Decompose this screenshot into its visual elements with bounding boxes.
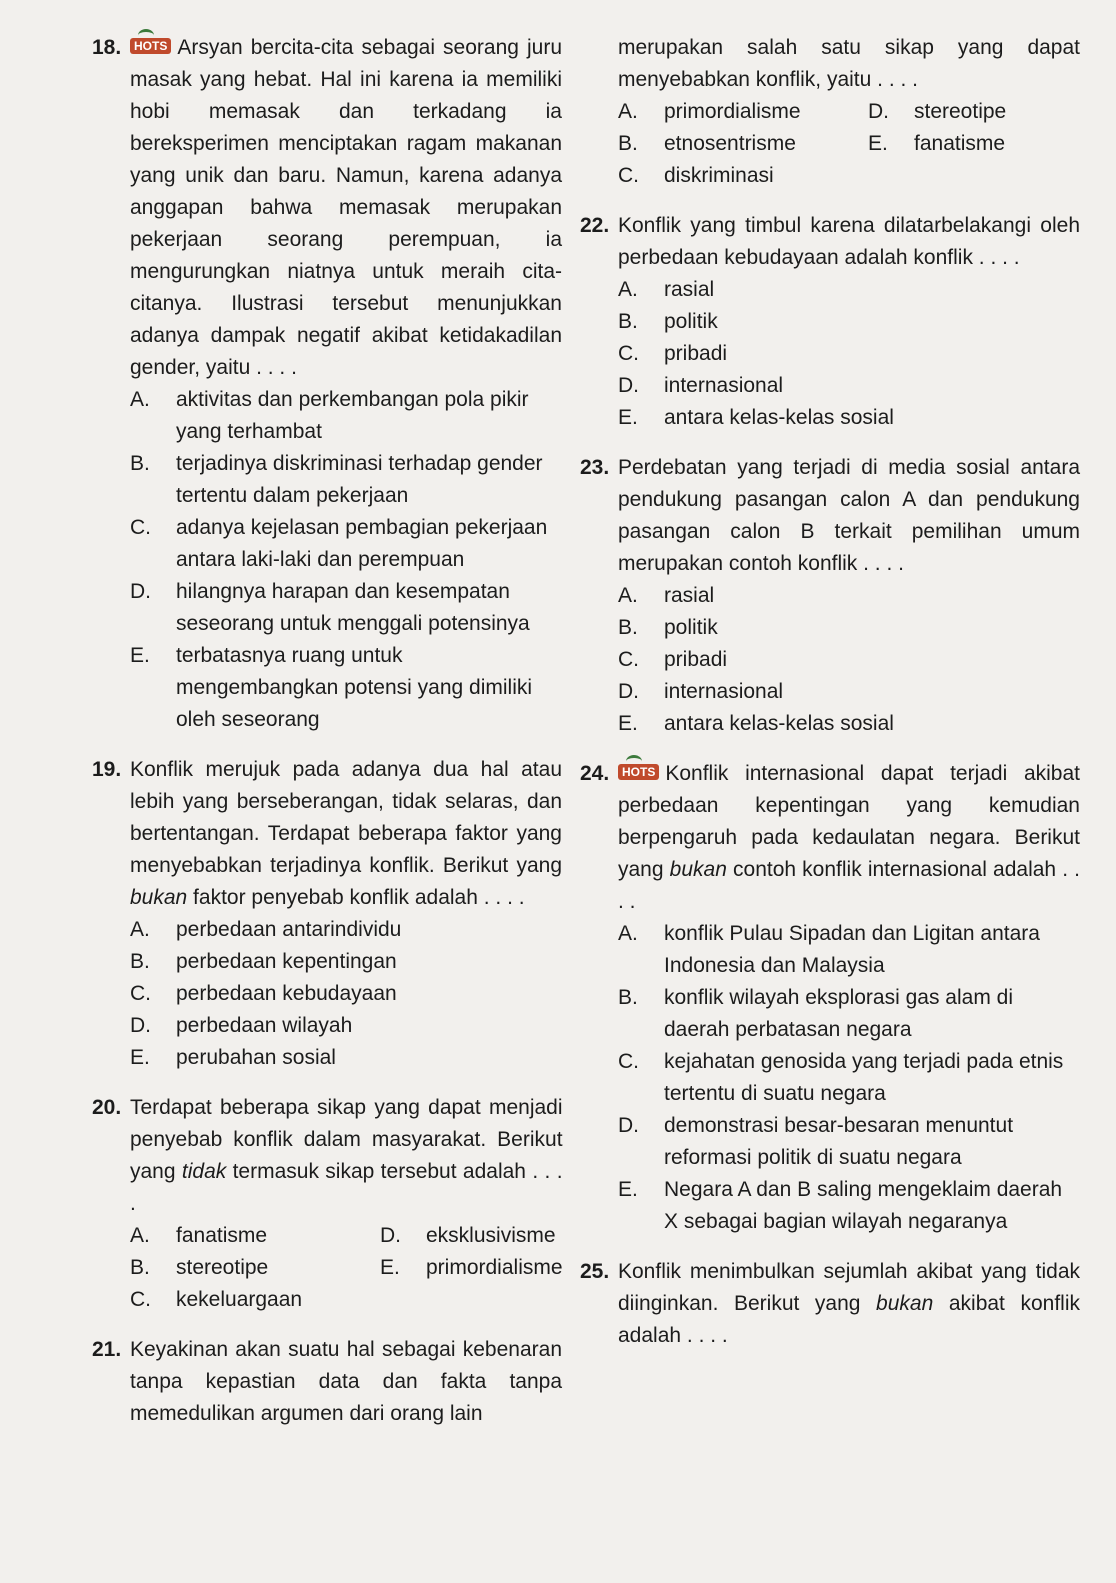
option-c[interactable]: C. perbedaan kebudayaan [130, 982, 397, 1005]
left-column [92, 32, 562, 1448]
option-d[interactable]: D. stereotipe [868, 100, 1007, 123]
question-stem: Arsyan bercita-cita sebagai seorang juru masak yang hebat. Hal ini karena ia memiliki hobi memasak dan terkadang ia bereksperimen menciptakan ragam makanan yang unik dan baru. Namun, karena adanya anggapan bahwa memasak merupakan pekerjaan seorang perempuan, ia mengurungkan niatnya untuk meraih cita-citanya. Ilustrasi tersebut menunjukkan adanya dampak negatif akibat ketidakadilan gender, yaitu . . . . [130, 36, 562, 379]
option-e[interactable]: E. antara kelas-kelas sosial [618, 712, 894, 735]
question-23 [580, 452, 1080, 740]
hots-badge-icon: HOTS [618, 764, 659, 780]
option-c[interactable]: C. pribadi [618, 342, 728, 365]
option-b[interactable]: B. politik [618, 310, 718, 333]
option-b[interactable]: B. konflik wilayah eksplorasi gas alam di daerah perbatasan negara [618, 986, 1013, 1041]
option-c[interactable]: C. kejahatan genosida yang terjadi pada etnis tertentu di suatu negara [618, 1050, 1064, 1105]
question-stem: HOTS Konflik internasional dapat terjadi akibat perbedaan kepentingan yang kemudian berpengaruh pada kedaulatan negara. Berikut yang bukan contoh konflik internasional adalah . . . . [618, 762, 1080, 913]
question-18 [92, 32, 562, 736]
option-d[interactable]: D. perbedaan wilayah [130, 1014, 353, 1037]
question-stem: Konflik menimbulkan sejumlah akibat yang tidak diinginkan. Berikut yang bukan akibat konflik adalah . . . . [618, 1260, 1080, 1347]
option-b[interactable]: B. terjadinya diskriminasi terhadap gender tertentu dalam pekerjaan [130, 452, 543, 507]
question-stem: merupakan salah satu sikap yang dapat menyebabkan konflik, yaitu . . . . [618, 36, 1080, 91]
option-d[interactable]: D. hilangnya harapan dan kesempatan seseorang untuk menggali potensinya [130, 580, 530, 635]
right-column [580, 32, 1080, 1370]
question-20 [92, 1092, 562, 1316]
option-e[interactable]: E. perubahan sosial [130, 1046, 336, 1069]
question-number: 21. [92, 1338, 122, 1361]
hots-badge-icon: HOTS [130, 38, 171, 54]
option-a[interactable]: A. rasial [618, 584, 715, 607]
question-19 [92, 754, 562, 1074]
question-25 [580, 1256, 1080, 1352]
option-b[interactable]: B. perbedaan kepentingan [130, 950, 397, 973]
question-number: 18. [92, 36, 122, 59]
option-e[interactable]: E. primordialisme [380, 1256, 563, 1279]
question-stem: Perdebatan yang terjadi di media sosial antara pendukung pasangan calon A dan pendukung pasangan calon B terkait pemilihan umum merupakan contoh konflik . . . . [618, 456, 1080, 575]
option-c[interactable]: C. kekeluargaan [130, 1288, 303, 1311]
question-number: 19. [92, 758, 122, 781]
question-stem: Konflik yang timbul karena dilatarbelakangi oleh perbedaan kebudayaan adalah konflik . . . . [618, 214, 1080, 269]
question-number: 23. [580, 456, 610, 479]
option-a[interactable]: A. primordialisme [618, 100, 801, 123]
question-stem: Konflik merujuk pada adanya dua hal atau lebih yang berseberangan, tidak selaras, dan bertentangan. Terdapat beberapa faktor yang menyebabkan terjadinya konflik. Berikut yang bukan faktor penyebab konflik adalah . . . . [130, 758, 562, 909]
option-b[interactable]: B. stereotipe [130, 1256, 269, 1279]
option-a[interactable]: A. perbedaan antarindividu [130, 918, 402, 941]
option-d[interactable]: D. demonstrasi besar-besaran menuntut reformasi politik di suatu negara [618, 1114, 1014, 1169]
option-c[interactable]: C. diskriminasi [618, 164, 774, 187]
option-e[interactable]: E. Negara A dan B saling mengeklaim daerah X sebagai bagian wilayah negaranya [618, 1178, 1063, 1233]
question-21-continued [580, 32, 1080, 192]
question-stem: Keyakinan akan suatu hal sebagai kebenaran tanpa kepastian data dan fakta tanpa memedulikan argumen dari orang lain [130, 1338, 562, 1425]
option-a[interactable]: A. fanatisme [130, 1224, 268, 1247]
option-a[interactable]: A. aktivitas dan perkembangan pola pikir yang terhambat [130, 388, 529, 443]
option-d[interactable]: D. internasional [618, 374, 784, 397]
option-c[interactable]: C. pribadi [618, 648, 728, 671]
option-c[interactable]: C. adanya kejelasan pembagian pekerjaan antara laki-laki dan perempuan [130, 516, 548, 571]
option-a[interactable]: A. konflik Pulau Sipadan dan Ligitan antara Indonesia dan Malaysia [618, 922, 1040, 977]
option-e[interactable]: E. terbatasnya ruang untuk mengembangkan potensi yang dimiliki oleh seseorang [130, 644, 533, 731]
option-a[interactable]: A. rasial [618, 278, 715, 301]
question-number: 24. [580, 762, 610, 785]
question-number: 20. [92, 1096, 122, 1119]
option-d[interactable]: D. internasional [618, 680, 784, 703]
question-21 [92, 1334, 562, 1430]
option-e[interactable]: E. antara kelas-kelas sosial [618, 406, 894, 429]
question-stem: Terdapat beberapa sikap yang dapat menjadi penyebab konflik dalam masyarakat. Berikut yang tidak termasuk sikap tersebut adalah . . . . [130, 1096, 563, 1215]
option-b[interactable]: B. politik [618, 616, 718, 639]
question-number: 25. [580, 1260, 610, 1283]
question-number: 22. [580, 214, 610, 237]
option-e[interactable]: E. fanatisme [868, 132, 1006, 155]
option-d[interactable]: D. eksklusivisme [380, 1224, 556, 1247]
question-22 [580, 210, 1080, 434]
question-24 [580, 758, 1080, 1238]
option-b[interactable]: B. etnosentrisme [618, 132, 796, 155]
